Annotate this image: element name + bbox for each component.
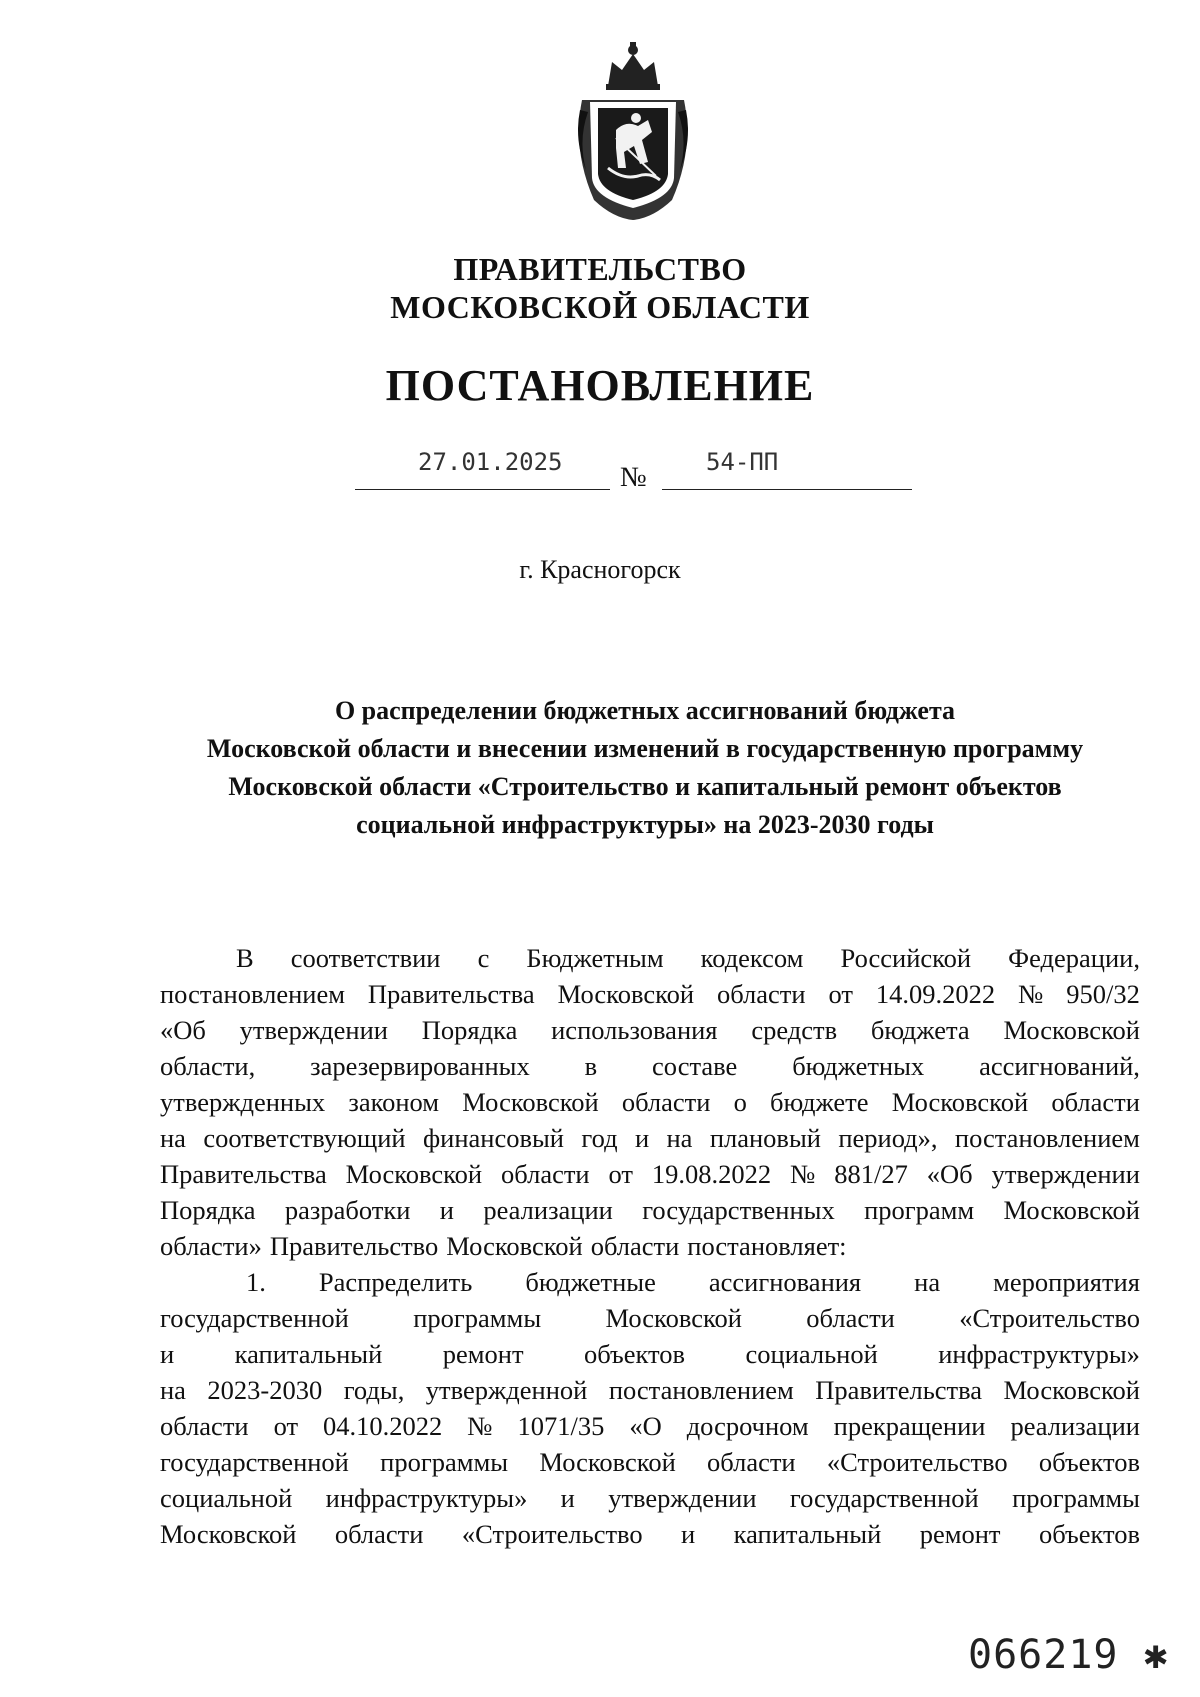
body-line: на соответствующий финансовый год и на плановый период», постановлением xyxy=(160,1123,1140,1153)
body-line: Порядка разработки и реализации государственных программ Московской xyxy=(160,1195,1140,1225)
body-line: и капитальный ремонт объектов социальной инфраструктуры» xyxy=(160,1339,1140,1369)
title-line: социальной инфраструктуры» на 2023-2030 годы xyxy=(356,810,934,839)
document-number: 54-ПП xyxy=(706,448,779,476)
date-underline xyxy=(355,489,610,490)
body-line: области» Правительство Московской области постановляет: xyxy=(160,1231,847,1261)
moscow-region-coat-of-arms-icon xyxy=(568,40,698,222)
organization-name xyxy=(0,250,1200,326)
document-type: ПОСТАНОВЛЕНИЕ xyxy=(385,361,815,410)
body-line: 1. Распределить бюджетные ассигнования на мероприятия xyxy=(246,1267,1140,1297)
document-body xyxy=(160,940,1140,1552)
body-line: государственной программы Московской области «Строительство объектов xyxy=(160,1447,1140,1477)
body-line: области, зарезервированных в составе бюджетных ассигнований, xyxy=(160,1051,1140,1081)
body-line: В соответствии с Бюджетным кодексом Российской Федерации, xyxy=(236,943,1140,973)
body-line: утвержденных законом Московской области о бюджете Московской области xyxy=(160,1087,1140,1117)
city: г. Красногорск xyxy=(519,555,681,584)
body-line: социальной инфраструктуры» и утверждении государственной программы xyxy=(160,1483,1140,1513)
document-date: 27.01.2025 xyxy=(418,448,563,476)
organization-line-1: ПРАВИТЕЛЬСТВО xyxy=(453,251,747,287)
title-line: Московской области «Строительство и капитальный ремонт объектов xyxy=(228,772,1062,801)
body-line: Московской области «Строительство и капитальный ремонт объектов xyxy=(160,1519,1140,1549)
form-serial-number: 066219 ✱ xyxy=(968,1632,1169,1678)
body-line: государственной программы Московской области «Строительство xyxy=(160,1303,1140,1333)
number-sign: № xyxy=(620,462,647,493)
title-line: О распределении бюджетных ассигнований бюджета xyxy=(334,696,956,725)
title-line: Московской области и внесении изменений в государственную программу xyxy=(206,734,1084,763)
body-line: постановлением Правительства Московской области от 14.09.2022 № 950/32 xyxy=(160,979,1140,1009)
organization-line-2: МОСКОВСКОЙ ОБЛАСТИ xyxy=(390,289,810,325)
body-line: «Об утверждении Порядка использования средств бюджета Московской xyxy=(160,1015,1140,1045)
document-title xyxy=(150,692,1140,844)
body-line: на 2023-2030 годы, утвержденной постановлением Правительства Московской xyxy=(160,1375,1140,1405)
body-line: Правительства Московской области от 19.08.2022 № 881/27 «Об утверждении xyxy=(160,1159,1140,1189)
number-underline xyxy=(662,489,912,490)
body-line: области от 04.10.2022 № 1071/35 «О досрочном прекращении реализации xyxy=(160,1411,1140,1441)
